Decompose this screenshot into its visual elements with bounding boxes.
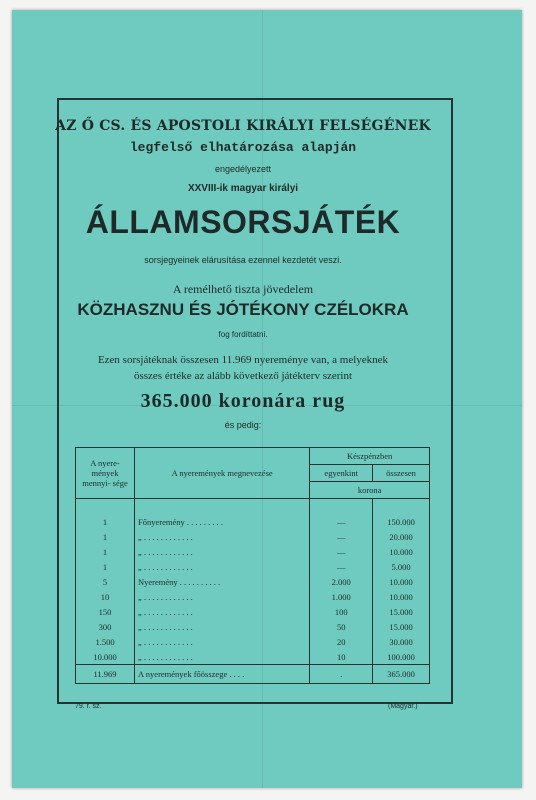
total-row: 11.969 A nyeremények főösszege . . . . . 365.000 (76, 665, 430, 684)
language-note: (Magyar.) (388, 703, 418, 710)
table-row: 1 Főnyeremény . . . . . . . . . — 150.000 (76, 514, 430, 529)
header-count: A nyere- mények mennyi- sége (76, 448, 135, 499)
header-line-4: XXVIII-ik magyar királyi (187, 183, 299, 194)
summary-line-4: és pedig: (224, 420, 262, 430)
header-name: A nyeremények megnevezése (135, 448, 310, 499)
table-row: 1 „ . . . . . . . . . . . . — 5.000 (76, 559, 430, 574)
purpose-line-1: A remélhető tiszta jövedelem (172, 282, 314, 296)
header-cash: Készpénzben (310, 448, 430, 465)
table-row: 300 „ . . . . . . . . . . . . 50 15.000 (76, 619, 430, 634)
header-total: összesen (373, 465, 430, 482)
table-row: 150 „ . . . . . . . . . . . . 100 15.000 (76, 604, 430, 619)
header-each: egyenkint (310, 465, 373, 482)
summary-line-2: összes értéke az alább következő játékterv szerint (133, 370, 353, 382)
purpose-heading: KÖZHASZNU ÉS JÓTÉKONY CZÉLOKRA (77, 300, 409, 319)
table-row: 5 Nyeremény . . . . . . . . . . 2.000 10.000 (76, 574, 430, 589)
table-row: 1 „ . . . . . . . . . . . . — 20.000 (76, 529, 430, 544)
header-line-1: AZ Ő CS. ÉS APOSTOLI KIRÁLYI FELSÉGÉNEK (55, 118, 431, 134)
poster-title: ÁLLAMSORSJÁTÉK (85, 204, 401, 240)
table-row: 10 „ . . . . . . . . . . . . 1.000 10.000 (76, 589, 430, 604)
purpose-line-3: fog fordíttatni. (218, 330, 268, 339)
header-line-3: engedélyezett (214, 164, 272, 174)
header-line-2: legfelső elhatározása alapján (129, 140, 357, 155)
summary-amount: 365.000 koronára rug (140, 390, 346, 412)
form-number: 79. r. sz. (75, 703, 102, 710)
prize-table (75, 447, 430, 684)
table-row: 1 „ . . . . . . . . . . . . — 10.000 (76, 544, 430, 559)
header-unit: korona (310, 482, 430, 499)
table-row: 1.500 „ . . . . . . . . . . . . 20 30.000 (76, 634, 430, 649)
summary-line-1: Ezen sorsjátéknak összesen 11.969 nyereménye van, a melyeknek (97, 354, 389, 366)
table-row: 10.000 „ . . . . . . . . . . . . 10 100.000 (76, 649, 430, 665)
header-line-6: sorsjegyeinek elárusítása ezennel kezdetét veszi. (144, 255, 342, 265)
